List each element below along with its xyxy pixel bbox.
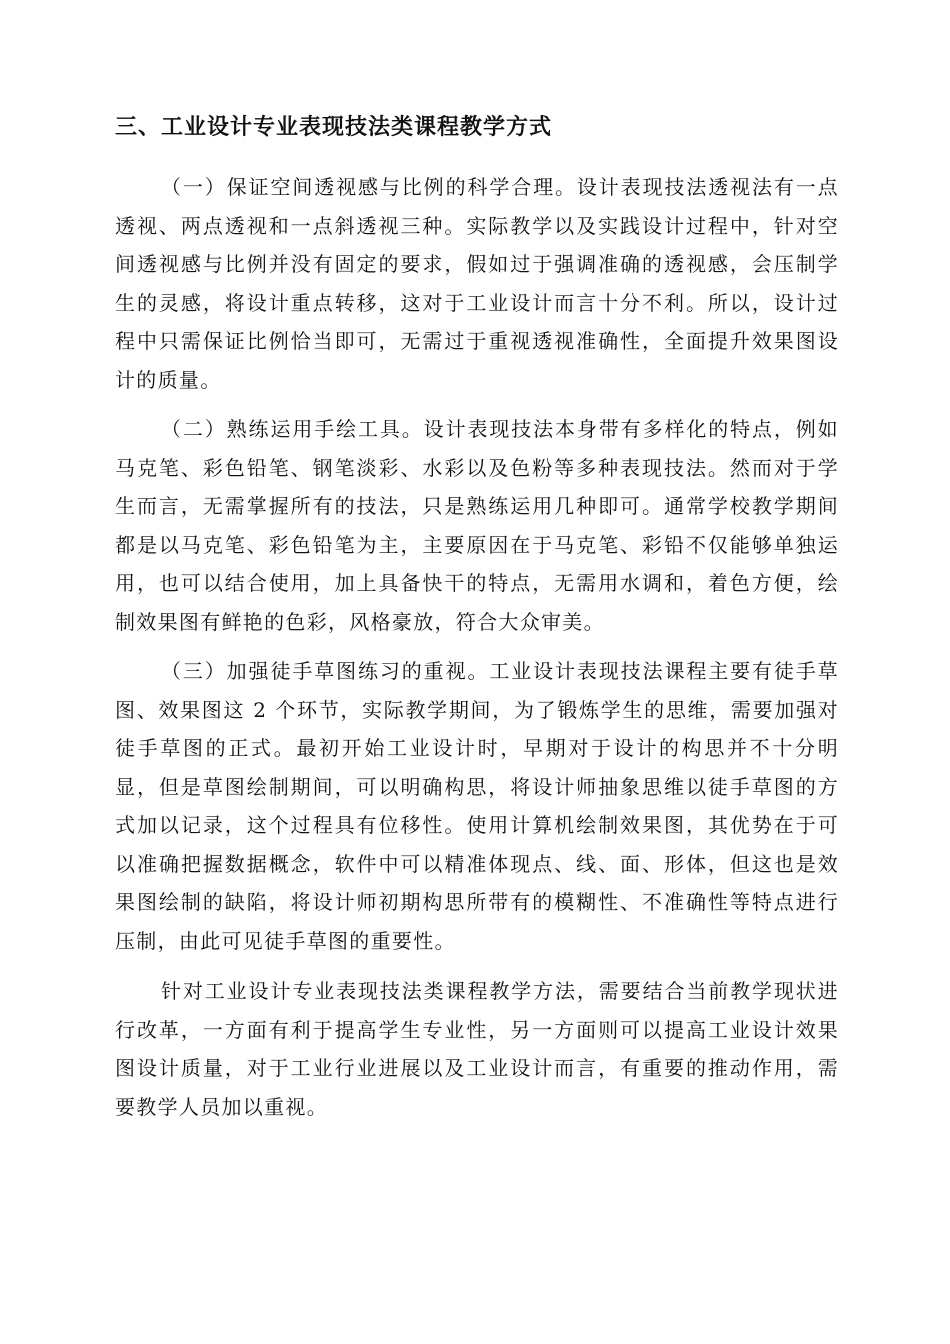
paragraph-conclusion: 针对工业设计专业表现技法类课程教学方法，需要结合当前教学现状进行改革，一方面有利于提高学生专业性，另一方面则可以提高工业设计效果图设计质量，对于工业行业进展以及工业设计而言，有重要的推动作用，需要教学人员加以重视。	[115, 979, 839, 1119]
paragraph-perspective-proportion: （一）保证空间透视感与比例的科学合理。设计表现技法透视法有一点透视、两点透视和一点斜透视三种。实际教学以及实践设计过程中，针对空间透视感与比例并没有固定的要求，假如过于强调准确的透视感，会压制学生的灵感，将设计重点转移，这对于工业设计而言十分不利。所以，设计过程中只需保证比例恰当即可，无需过于重视透视准确性，全面提升效果图设计的质量。	[115, 175, 839, 392]
section-heading: 三、工业设计专业表现技法类课程教学方式	[115, 115, 553, 140]
paragraph-hand-drawing-tools: （二）熟练运用手绘工具。设计表现技法本身带有多样化的特点，例如马克笔、彩色铅笔、钢笔淡彩、水彩以及色粉等多种表现技法。然而对于学生而言，无需掌握所有的技法，只是熟练运用几种即可。通常学校教学期间都是以马克笔、彩色铅笔为主，主要原因在于马克笔、彩铅不仅能够单独运用，也可以结合使用，加上具备快干的特点，无需用水调和，着色方便，绘制效果图有鲜艳的色彩，风格豪放，符合大众审美。	[115, 417, 839, 634]
paragraph-freehand-sketch: （三）加强徒手草图练习的重视。工业设计表现技法课程主要有徒手草图、效果图这 2 个环节，实际教学期间，为了锻炼学生的思维，需要加强对徒手草图的正式。最初开始工业设计时，早期对于设计的构思并不十分明显，但是草图绘制期间，可以明确构思，将设计师抽象思维以徒手草图的方式加以记录，这个过程具有位移性。使用计算机绘制效果图，其优势在于可以准确把握数据概念，软件中可以精准体现点、线、面、形体，但这也是效果图绘制的缺陷，将设计师初期构思所带有的模糊性、不准确性等特点进行压制，由此可见徒手草图的重要性。	[115, 659, 839, 953]
